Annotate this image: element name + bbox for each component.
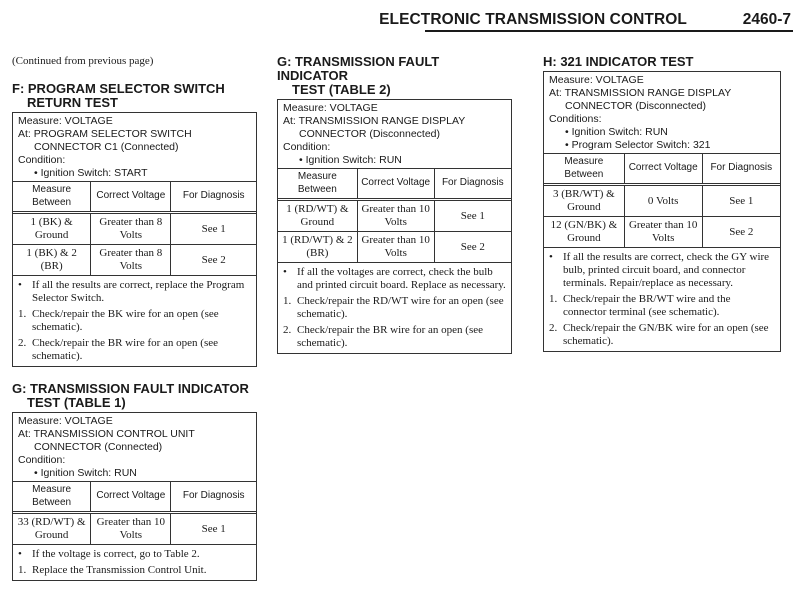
note-marker: 1. xyxy=(549,293,558,305)
note-text: Check/repair the GN/BK wire for an open (see schematic). xyxy=(563,322,769,347)
measure-label: Measure: VOLTAGE xyxy=(549,74,644,86)
table-cell: See 1 xyxy=(171,513,256,545)
section-g-table2 xyxy=(277,55,512,354)
section-title xyxy=(277,55,512,97)
table-header-row xyxy=(13,182,256,213)
section-title-line2: RETURN TEST xyxy=(27,95,118,110)
column-header: For Diagnosis xyxy=(434,169,511,200)
section-title-line1: F: PROGRAM SELECTOR SWITCH xyxy=(12,81,225,96)
table-cell: See 1 xyxy=(434,200,511,232)
condition-item: • Ignition Switch: RUN xyxy=(299,154,402,166)
table-cell: 33 (RD/WT) & Ground xyxy=(13,513,91,545)
note-marker: • xyxy=(549,251,553,263)
table-cell: See 1 xyxy=(702,185,780,217)
table-row xyxy=(13,213,256,245)
measure-block xyxy=(544,72,780,154)
column-header: Correct Voltage xyxy=(91,482,171,513)
continued-note: (Continued from previous page) xyxy=(12,55,154,67)
condition-label: Condition: xyxy=(283,141,331,153)
diagnosis-table xyxy=(278,169,511,263)
column-header: Measure Between xyxy=(278,169,357,200)
at-label: At: TRANSMISSION RANGE DISPLAY xyxy=(283,115,466,127)
note-text: If all the results are correct, replace the Program Selector Switch. xyxy=(32,279,245,304)
test-box xyxy=(277,99,512,354)
table-cell: See 2 xyxy=(171,245,256,276)
note-marker: 1. xyxy=(18,308,27,320)
table-row xyxy=(278,200,511,232)
note-item xyxy=(283,295,506,321)
notes-block xyxy=(13,545,256,580)
note-item xyxy=(549,251,775,290)
notes-block xyxy=(278,263,511,353)
diagnosis-table xyxy=(544,154,780,248)
column-header: Correct Voltage xyxy=(357,169,434,200)
test-box xyxy=(543,71,781,352)
condition-label: Condition: xyxy=(18,154,66,166)
header-rule xyxy=(425,30,793,32)
at-label: At: TRANSMISSION CONTROL UNIT xyxy=(18,428,195,440)
measure-label: Measure: VOLTAGE xyxy=(18,415,113,427)
table-cell: 0 Volts xyxy=(624,185,702,217)
table-cell: Greater than 8 Volts xyxy=(91,245,171,276)
section-title-line2: TEST (TABLE 2) xyxy=(292,82,391,97)
table-cell: Greater than 10 Volts xyxy=(357,200,434,232)
note-text: If the voltage is correct, go to Table 2. xyxy=(32,548,200,560)
section-title xyxy=(12,82,257,110)
column-header: Correct Voltage xyxy=(624,154,702,185)
note-text: Check/repair the BK wire for an open (see schematic). xyxy=(32,308,219,333)
at-label: At: TRANSMISSION RANGE DISPLAY xyxy=(549,87,732,99)
condition-item: • Program Selector Switch: 321 xyxy=(565,139,711,151)
note-text: Check/repair the BR/WT wire and the connector terminal (see schematic). xyxy=(563,293,731,318)
note-marker: 2. xyxy=(549,322,558,334)
note-text: Check/repair the BR wire for an open (see schematic). xyxy=(32,337,219,362)
table-row xyxy=(13,513,256,545)
page-title: ELECTRONIC TRANSMISSION CONTROL xyxy=(379,11,687,28)
page-number: 2460-7 xyxy=(742,11,791,28)
note-marker: 2. xyxy=(283,324,292,336)
section-title-line1: H: 321 INDICATOR TEST xyxy=(543,54,694,69)
notes-block xyxy=(544,248,780,351)
section-f xyxy=(12,82,257,367)
table-cell: 1 (RD/WT) & 2 (BR) xyxy=(278,232,357,263)
column-header: Measure Between xyxy=(544,154,624,185)
condition-label: Condition: xyxy=(18,454,66,466)
section-g-table1 xyxy=(12,382,257,581)
test-box xyxy=(12,412,257,581)
note-item xyxy=(283,324,506,350)
note-marker: • xyxy=(18,279,22,291)
table-cell: See 2 xyxy=(702,217,780,248)
note-item xyxy=(18,279,251,305)
note-marker: 1. xyxy=(18,564,27,576)
table-header-row xyxy=(278,169,511,200)
note-item xyxy=(18,548,251,561)
diagnosis-table xyxy=(13,482,256,545)
section-title-line1: G: TRANSMISSION FAULT INDICATOR xyxy=(277,54,440,83)
condition-item: • Ignition Switch: START xyxy=(34,167,148,179)
diagnosis-table xyxy=(13,182,256,276)
measure-block xyxy=(278,100,511,169)
column-header: Correct Voltage xyxy=(91,182,171,213)
measure-block xyxy=(13,113,256,182)
table-cell: Greater than 10 Volts xyxy=(91,513,171,545)
note-item xyxy=(18,308,251,334)
note-marker: • xyxy=(283,266,287,278)
note-item xyxy=(549,293,775,319)
table-cell: See 1 xyxy=(171,213,256,245)
at-label-line2: CONNECTOR (Disconnected) xyxy=(299,128,441,140)
note-marker: • xyxy=(18,548,22,560)
table-row xyxy=(13,245,256,276)
column-header: For Diagnosis xyxy=(702,154,780,185)
measure-block xyxy=(13,413,256,482)
table-cell: Greater than 8 Volts xyxy=(91,213,171,245)
condition-item: • Ignition Switch: RUN xyxy=(34,467,137,479)
column-header: For Diagnosis xyxy=(171,182,256,213)
condition-label: Conditions: xyxy=(549,113,602,125)
table-cell: 1 (BK) & Ground xyxy=(13,213,91,245)
table-row xyxy=(544,185,780,217)
table-cell: Greater than 10 Volts xyxy=(624,217,702,248)
note-item xyxy=(18,564,251,577)
note-item xyxy=(18,337,251,363)
column-header: For Diagnosis xyxy=(171,482,256,513)
note-item xyxy=(283,266,506,292)
note-text: If all the voltages are correct, check the bulb and printed circuit board. Replace as necessary. xyxy=(297,266,506,291)
table-row xyxy=(278,232,511,263)
section-title xyxy=(12,382,257,410)
at-label-line2: CONNECTOR (Connected) xyxy=(34,441,163,453)
table-cell: 12 (GN/BK) & Ground xyxy=(544,217,624,248)
condition-item: • Ignition Switch: RUN xyxy=(565,126,668,138)
note-text: Check/repair the RD/WT wire for an open (see schematic). xyxy=(297,295,504,320)
table-cell: Greater than 10 Volts xyxy=(357,232,434,263)
at-label-line2: CONNECTOR C1 (Connected) xyxy=(34,141,179,153)
table-cell: 1 (BK) & 2 (BR) xyxy=(13,245,91,276)
test-box xyxy=(12,112,257,367)
section-title-line1: G: TRANSMISSION FAULT INDICATOR xyxy=(12,381,249,396)
notes-block xyxy=(13,276,256,366)
note-text: If all the results are correct, check the GY wire bulb, printed circuit board, and connector terminals. Repair/replace as necessary. xyxy=(563,251,770,289)
note-text: Check/repair the BR wire for an open (see schematic). xyxy=(297,324,484,349)
at-label-line2: CONNECTOR (Disconnected) xyxy=(565,100,707,112)
at-label: At: PROGRAM SELECTOR SWITCH xyxy=(18,128,192,140)
note-marker: 2. xyxy=(18,337,27,349)
table-header-row xyxy=(544,154,780,185)
column-header: Measure Between xyxy=(13,182,91,213)
measure-label: Measure: VOLTAGE xyxy=(18,115,113,127)
column-header: Measure Between xyxy=(13,482,91,513)
table-cell: 3 (BR/WT) & Ground xyxy=(544,185,624,217)
section-title xyxy=(543,55,781,69)
table-cell: See 2 xyxy=(434,232,511,263)
section-h xyxy=(543,55,781,352)
measure-label: Measure: VOLTAGE xyxy=(283,102,378,114)
table-cell: 1 (RD/WT) & Ground xyxy=(278,200,357,232)
section-title-line2: TEST (TABLE 1) xyxy=(27,395,126,410)
note-item xyxy=(549,322,775,348)
note-text: Replace the Transmission Control Unit. xyxy=(32,564,207,576)
note-marker: 1. xyxy=(283,295,292,307)
table-row xyxy=(544,217,780,248)
page-header xyxy=(0,0,799,36)
table-header-row xyxy=(13,482,256,513)
